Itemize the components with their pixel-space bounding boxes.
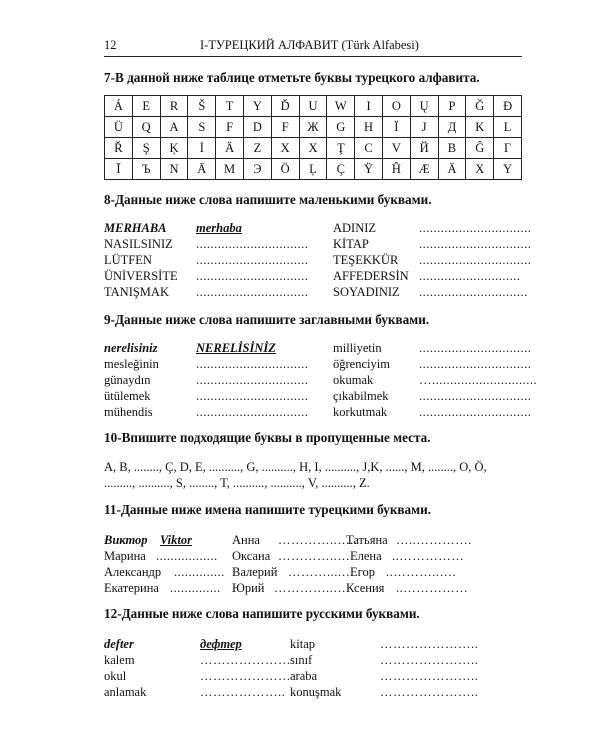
section-9-heading: 9-Данные ниже слова напишите заглавными буквами.	[104, 312, 430, 327]
section-12-heading: 12-Данные ниже слова напишите русскими буквами.	[104, 606, 420, 621]
alphabet-grid-cell[interactable]: Š	[188, 96, 216, 117]
s11-answer-blank: ..……………	[392, 549, 465, 563]
s9-answer-blank: ...............................	[419, 405, 532, 419]
s8-answer-blank: ...............................	[419, 237, 532, 251]
s9-right-row	[333, 388, 531, 404]
s8-word: TEŞEKKÜR	[333, 253, 399, 267]
s8-answer-blank: ...............................	[419, 221, 532, 235]
s8-answer-blank: ...............................	[419, 253, 532, 267]
s8-word: SOYADINIZ	[333, 285, 400, 299]
s12-word: kitap	[290, 637, 315, 651]
s9-right-row	[333, 340, 531, 356]
alphabet-grid-cell[interactable]: Y	[494, 159, 522, 180]
alphabet-grid-cell[interactable]: K	[466, 117, 494, 138]
s11-name: Ксения	[346, 581, 385, 595]
alphabet-grid-cell[interactable]: A	[160, 117, 188, 138]
s12-word: defter	[104, 637, 134, 651]
alphabet-grid-cell[interactable]: X	[271, 138, 299, 159]
s8-word: LÜTFEN	[104, 253, 152, 267]
alphabet-grid-cell[interactable]: Ī	[105, 159, 133, 180]
s11-name: Марина	[104, 549, 146, 563]
s9-word: ütülemek	[104, 389, 151, 403]
alphabet-grid-cell[interactable]: Ĥ	[382, 159, 410, 180]
page-number: 12	[104, 38, 117, 52]
alphabet-grid-cell[interactable]: Ğ	[466, 96, 494, 117]
alphabet-grid-cell[interactable]: X	[466, 159, 494, 180]
alphabet-grid-cell[interactable]: P	[438, 96, 466, 117]
s12-answer-blank: …………………..	[380, 685, 479, 699]
alphabet-grid-cell[interactable]: Ä	[216, 138, 244, 159]
s9-answer-blank: ...............................	[196, 405, 309, 419]
alphabet-grid-cell[interactable]: W	[327, 96, 355, 117]
s12-example-answer: дефтер	[200, 637, 242, 651]
s11-name: Юрий	[232, 581, 265, 595]
s8-right-row	[333, 268, 521, 284]
section-8-heading: 8-Данные ниже слова напишите маленькими буквами.	[104, 192, 432, 207]
s12-answer-blank: …………………..	[380, 653, 479, 667]
s11-name: Валерий	[232, 565, 278, 579]
alphabet-grid-cell[interactable]: Ä	[438, 159, 466, 180]
s9-answer-blank: ….............................	[419, 373, 538, 387]
s8-word: MERHABA	[104, 221, 167, 235]
s8-right-row	[333, 220, 531, 236]
s9-right-row	[333, 372, 537, 388]
alphabet-grid-cell[interactable]: Ų	[410, 96, 438, 117]
s8-answer-blank: ...............................	[196, 269, 309, 283]
alphabet-grid-row	[105, 159, 522, 180]
s11-name: Александр	[104, 565, 162, 579]
alphabet-grid-row	[105, 117, 522, 138]
alphabet-grid-cell[interactable]: Ā	[188, 159, 216, 180]
alphabet-grid-cell[interactable]: Æ	[410, 159, 438, 180]
alphabet-grid-cell[interactable]: Ş	[132, 138, 160, 159]
section-7-heading: 7-В данной ниже таблице отметьте буквы турецкого алфавита.	[104, 70, 480, 85]
s8-right-row	[333, 252, 531, 268]
s8-word: ÜNİVERSİTE	[104, 269, 178, 283]
s9-word: mesleğinin	[104, 357, 159, 371]
s9-word: mühendis	[104, 405, 153, 419]
s8-answer-blank: ..............................	[419, 285, 528, 299]
alphabet-grid-cell[interactable]: Э	[243, 159, 271, 180]
s8-example-answer: merhaba	[196, 221, 242, 235]
alphabet-grid-cell[interactable]: Ļ	[299, 159, 327, 180]
s9-word: günaydın	[104, 373, 151, 387]
s8-answer-blank: ...............................	[196, 237, 309, 251]
s9-answer-blank: ...............................	[419, 389, 532, 403]
alphabet-grid-row	[105, 138, 522, 159]
s11-name: Виктор	[104, 533, 148, 547]
alphabet-grid-cell[interactable]: C	[355, 138, 383, 159]
s12-answer-blank: …………………..	[380, 669, 479, 683]
alphabet-grid-cell[interactable]: E	[132, 96, 160, 117]
section-10-heading: 10-Впишите подходящие буквы в пропущенные места.	[104, 430, 431, 445]
s11-answer-blank: …………..…..	[278, 533, 358, 547]
s9-word: nerelisiniz	[104, 341, 158, 355]
s12-word: okul	[104, 669, 127, 683]
s11-answer-blank: ..………..….	[386, 565, 457, 579]
s11-answer-blank: ………....…	[288, 565, 355, 579]
alphabet-grid-cell[interactable]: Ç	[327, 159, 355, 180]
s11-answer-blank: .................	[156, 549, 218, 563]
s9-word: milliyetin	[333, 341, 382, 355]
s11-answer-blank: ..……………	[396, 581, 469, 595]
alphabet-grid-cell[interactable]: Ÿ	[355, 159, 383, 180]
s9-left-row	[104, 388, 308, 404]
s11-example-answer: Viktor	[160, 533, 192, 547]
alphabet-grid-cell[interactable]: Ĝ	[466, 138, 494, 159]
s12-answer-blank: ………………..	[200, 685, 286, 699]
alphabet-grid-cell[interactable]: İ	[188, 138, 216, 159]
s11-name: Елена	[350, 549, 382, 563]
alphabet-grid-cell[interactable]: Ж	[299, 117, 327, 138]
s11-answer-blank: …………..…	[278, 549, 351, 563]
s9-word: okumak	[333, 373, 374, 387]
s9-word: öğrenciyim	[333, 357, 390, 371]
alphabet-sequence-line-2: ........., .........., S, ........, T, .........., .........., V, .........., Z.	[104, 476, 370, 490]
s8-right-row	[333, 284, 528, 300]
alphabet-grid-cell[interactable]: F	[271, 117, 299, 138]
s8-left-row	[104, 268, 308, 284]
s9-word: çıkabilmek	[333, 389, 389, 403]
alphabet-grid-cell[interactable]: B	[438, 138, 466, 159]
s11-answer-blank: …..………….	[396, 533, 472, 547]
alphabet-grid-cell[interactable]: U	[299, 96, 327, 117]
alphabet-grid-cell[interactable]: Ï	[382, 117, 410, 138]
s8-word: NASILSINIZ	[104, 237, 173, 251]
s11-answer-blank: ..............	[170, 581, 221, 595]
alphabet-grid-cell[interactable]: Ü	[105, 117, 133, 138]
s8-left-row	[104, 220, 242, 236]
s8-right-row	[333, 236, 531, 252]
s12-answer-blank: …………………	[200, 669, 291, 683]
s9-answer-blank: ...............................	[196, 357, 309, 371]
alphabet-grid-row	[105, 96, 522, 117]
s9-right-row	[333, 356, 531, 372]
s8-answer-blank: ...............................	[196, 253, 309, 267]
alphabet-grid-cell[interactable]: M	[216, 159, 244, 180]
s9-example-answer: NERELİSİNİZ	[196, 341, 276, 355]
s12-word: sınıf	[290, 653, 313, 667]
alphabet-grid-cell[interactable]: Q	[132, 117, 160, 138]
s12-word: araba	[290, 669, 318, 683]
s12-answer-blank: …………………	[200, 653, 291, 667]
s11-answer-blank: ..............	[174, 565, 225, 579]
s8-word: KİTAP	[333, 237, 369, 251]
s9-left-row	[104, 372, 308, 388]
s11-name: Анна	[232, 533, 260, 547]
s11-name: Татьяна	[346, 533, 388, 547]
s12-answer-blank: …………………..	[380, 637, 479, 651]
alphabet-grid-cell[interactable]: Г	[494, 138, 522, 159]
s9-left-row	[104, 340, 276, 356]
alphabet-grid-cell[interactable]: Х	[299, 138, 327, 159]
alphabet-grid-cell[interactable]: Д	[438, 117, 466, 138]
alphabet-sequence-line-1: A, B, ........, Ç, D, E, .........., G, .........., H, I, .........., J,K, ......, M, ........, O, Ö,	[104, 460, 487, 474]
s12-word: anlamak	[104, 685, 147, 699]
s9-answer-blank: ...............................	[196, 373, 309, 387]
s8-left-row	[104, 252, 308, 268]
alphabet-grid-cell[interactable]: G	[327, 117, 355, 138]
alphabet-grid-cell[interactable]: Ř	[105, 138, 133, 159]
s9-answer-blank: ...............................	[419, 341, 532, 355]
alphabet-grid-cell[interactable]: Ö	[271, 159, 299, 180]
alphabet-grid-cell[interactable]: I	[355, 96, 383, 117]
alphabet-grid-cell[interactable]: F	[216, 117, 244, 138]
s9-word: korkutmak	[333, 405, 388, 419]
s9-right-row	[333, 404, 531, 420]
header-rule	[104, 56, 522, 57]
alphabet-grid	[104, 95, 522, 180]
alphabet-grid-cell[interactable]: Ţ	[327, 138, 355, 159]
s8-answer-blank: ...............................	[196, 285, 309, 299]
alphabet-grid-cell[interactable]: O	[382, 96, 410, 117]
s9-left-row	[104, 356, 308, 372]
alphabet-grid-cell[interactable]: L	[494, 117, 522, 138]
alphabet-grid-cell[interactable]: Й	[410, 138, 438, 159]
alphabet-grid-cell[interactable]: Đ	[494, 96, 522, 117]
s8-left-row	[104, 236, 308, 252]
alphabet-grid-cell[interactable]: T	[216, 96, 244, 117]
alphabet-grid-cell[interactable]: Ď	[271, 96, 299, 117]
alphabet-grid-cell[interactable]: J	[410, 117, 438, 138]
s11-answer-blank: …………..…	[274, 581, 347, 595]
s8-word: ADINIZ	[333, 221, 377, 235]
s11-name: Екатерина	[104, 581, 159, 595]
alphabet-grid-cell[interactable]: Y	[243, 96, 271, 117]
s11-name: Оксана	[232, 549, 271, 563]
s9-left-row	[104, 404, 308, 420]
alphabet-grid-cell[interactable]: R	[160, 96, 188, 117]
s8-left-row	[104, 284, 308, 300]
alphabet-grid-cell[interactable]: Z	[243, 138, 271, 159]
alphabet-grid-cell[interactable]: H	[355, 117, 383, 138]
section-11-heading: 11-Данные ниже имена напишите турецкими буквами.	[104, 502, 432, 517]
alphabet-grid-cell[interactable]: Ъ	[132, 159, 160, 180]
s8-word: AFFEDERSİN	[333, 269, 409, 283]
s11-name: Егор	[350, 565, 375, 579]
s12-word: konuşmak	[290, 685, 342, 699]
alphabet-grid-cell[interactable]: V	[382, 138, 410, 159]
s12-word: kalem	[104, 653, 135, 667]
s9-answer-blank: ...............................	[419, 357, 532, 371]
s8-word: TANIŞMAK	[104, 285, 169, 299]
alphabet-grid-cell[interactable]: Á	[105, 96, 133, 117]
alphabet-grid-cell[interactable]: N	[160, 159, 188, 180]
s8-answer-blank: ............................	[419, 269, 521, 283]
s9-answer-blank: ...............................	[196, 389, 309, 403]
alphabet-grid-cell[interactable]: S	[188, 117, 216, 138]
page-header	[104, 38, 522, 54]
alphabet-grid-cell[interactable]: Ķ	[160, 138, 188, 159]
chapter-title: I-ТУРЕЦКИЙ АЛФАВИТ (Türk Alfabesi)	[200, 38, 419, 52]
alphabet-grid-cell[interactable]: D	[243, 117, 271, 138]
